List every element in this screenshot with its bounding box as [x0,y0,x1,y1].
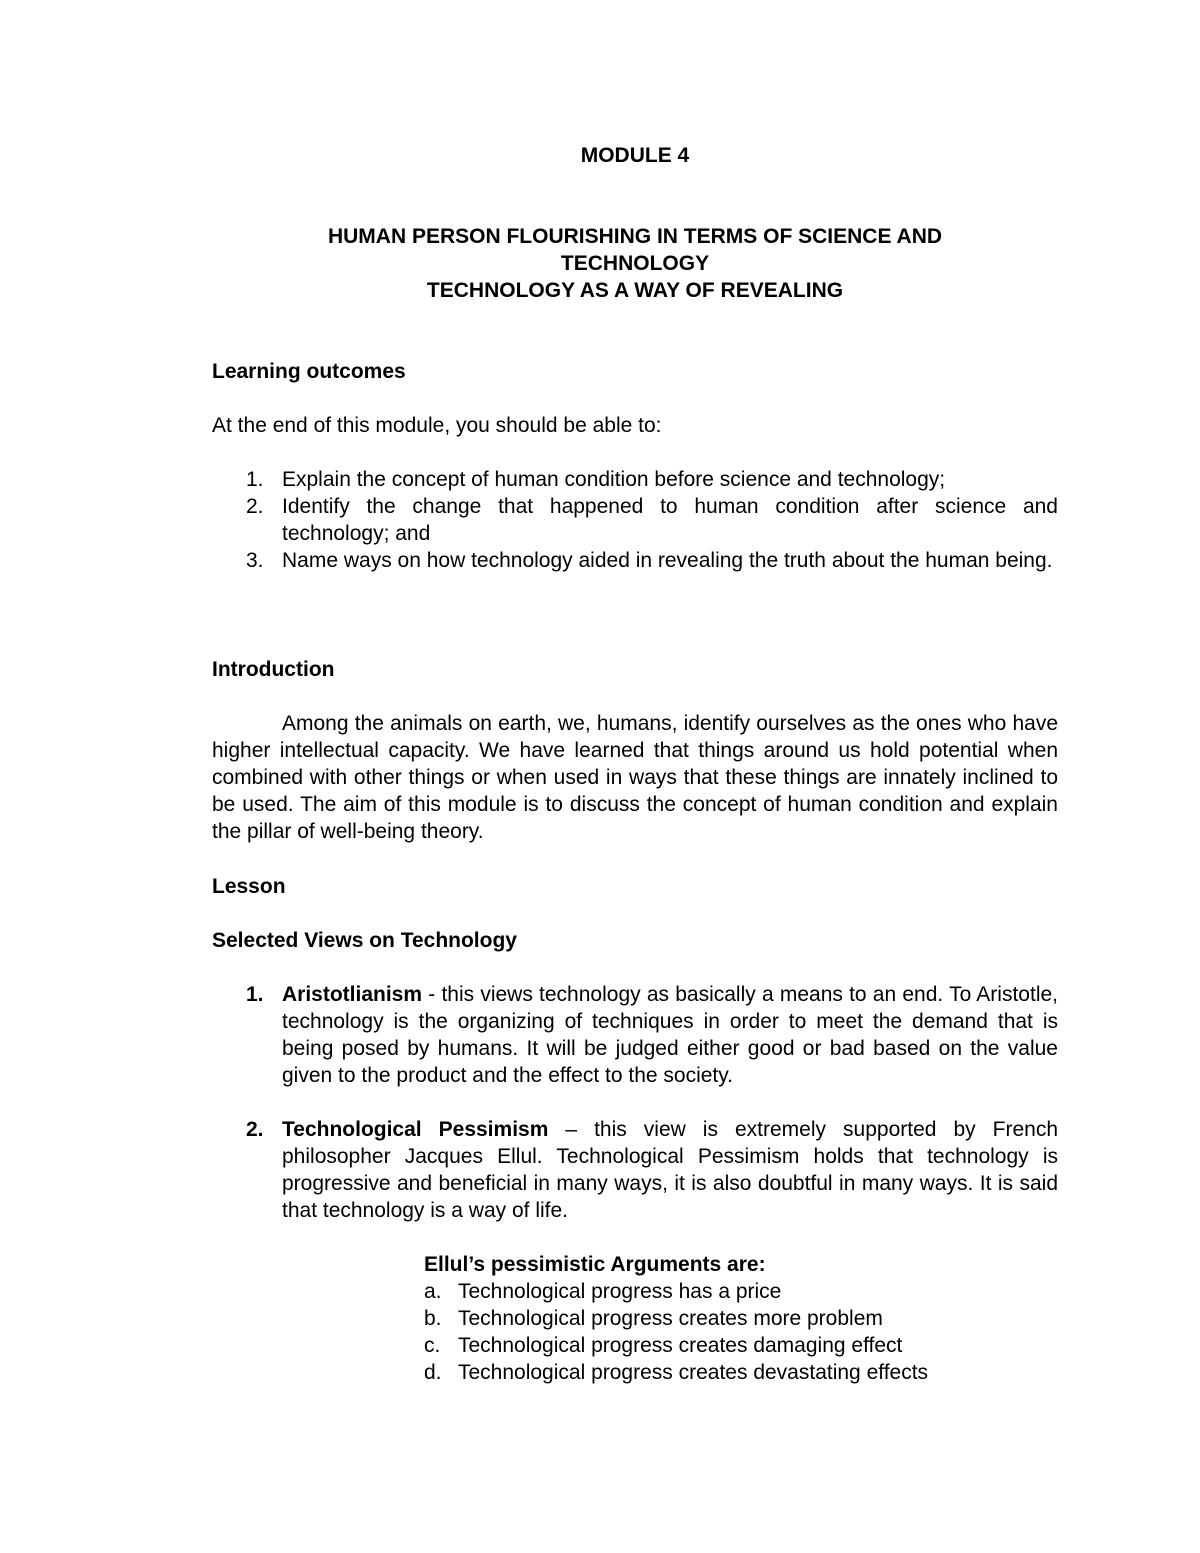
list-item-text: Technological progress creates damaging effect [458,1334,903,1357]
views-list [212,981,1058,1251]
ellul-arguments-heading: Ellul’s pessimistic Arguments are: [424,1253,766,1276]
list-item-text: Technological progress creates devastating effects [458,1361,929,1384]
main-title [212,223,1058,304]
list-item-text: Explain the concept of human condition before science and technology; [282,468,946,491]
list-item-text: Technological progress has a price [458,1280,782,1303]
list-item [212,466,1058,493]
list-item [410,1359,1030,1386]
list-item-text: Name ways on how technology aided in revealing the truth about the human being. [282,549,1053,572]
learning-outcomes-heading: Learning outcomes [212,360,406,383]
list-item [212,493,1058,547]
list-item-letter: d. [424,1361,442,1384]
list-item-letter: c. [424,1334,441,1357]
list-item [410,1332,1030,1359]
list-item [212,547,1058,574]
list-item [410,1305,1030,1332]
view-term: Technological Pessimism [282,1118,549,1141]
list-item-text: Identify the change that happened to human condition after science and technology; and [282,495,1058,545]
list-item-number: 1. [246,468,264,491]
main-title-line-3: TECHNOLOGY AS A WAY OF REVEALING [426,279,844,302]
list-item-number: 2. [246,1118,264,1141]
list-item-letter: b. [424,1307,442,1330]
list-item-number: 3. [246,549,264,572]
learning-outcomes-list [212,466,1058,574]
view-term: Aristotlianism [282,983,423,1006]
introduction-paragraph: Among the animals on earth, we, humans, identify ourselves as the ones who have higher intellectual capacity. We have learned that things around us hold potential when combined with other things or when used in ways that these things are innately inclined to be used. The aim of this module is to discuss the concept of human condition and explain the pillar of well-being theory. [212,712,1058,843]
introduction-heading: Introduction [212,658,335,681]
module-title: MODULE 4 [580,144,690,167]
main-title-line-1: HUMAN PERSON FLOURISHING IN TERMS OF SCIENCE AND [327,225,943,248]
view-item-aristotlianism [212,981,1058,1089]
ellul-arguments [410,1251,1030,1386]
view-description: - this views technology as basically a means to an end. To Aristotle, technology is the organizing of techniques in order to meet the demand that is being posed by humans. It will be judged either good or bad based on the value given to the product and the effect to the society. [282,983,1058,1087]
learning-outcomes-intro: At the end of this module, you should be able to: [212,414,662,437]
view-description: – this view is extremely supported by French philosopher Jacques Ellul. Technological Pessimism holds that technology is progressive and beneficial in many ways, it is also doubtful in many ways. It is said that technology is a way of life. [282,1118,1058,1222]
list-item [410,1278,1030,1305]
selected-views-heading: Selected Views on Technology [212,929,517,952]
ellul-arguments-list [410,1278,1030,1386]
list-item-number: 2. [246,495,264,518]
main-title-line-2: TECHNOLOGY [560,252,710,275]
view-item-technological-pessimism [212,1116,1058,1224]
list-item-letter: a. [424,1280,442,1303]
lesson-heading: Lesson [212,875,286,898]
list-item-text: Technological progress creates more problem [458,1307,883,1330]
list-item-number: 1. [246,983,264,1006]
